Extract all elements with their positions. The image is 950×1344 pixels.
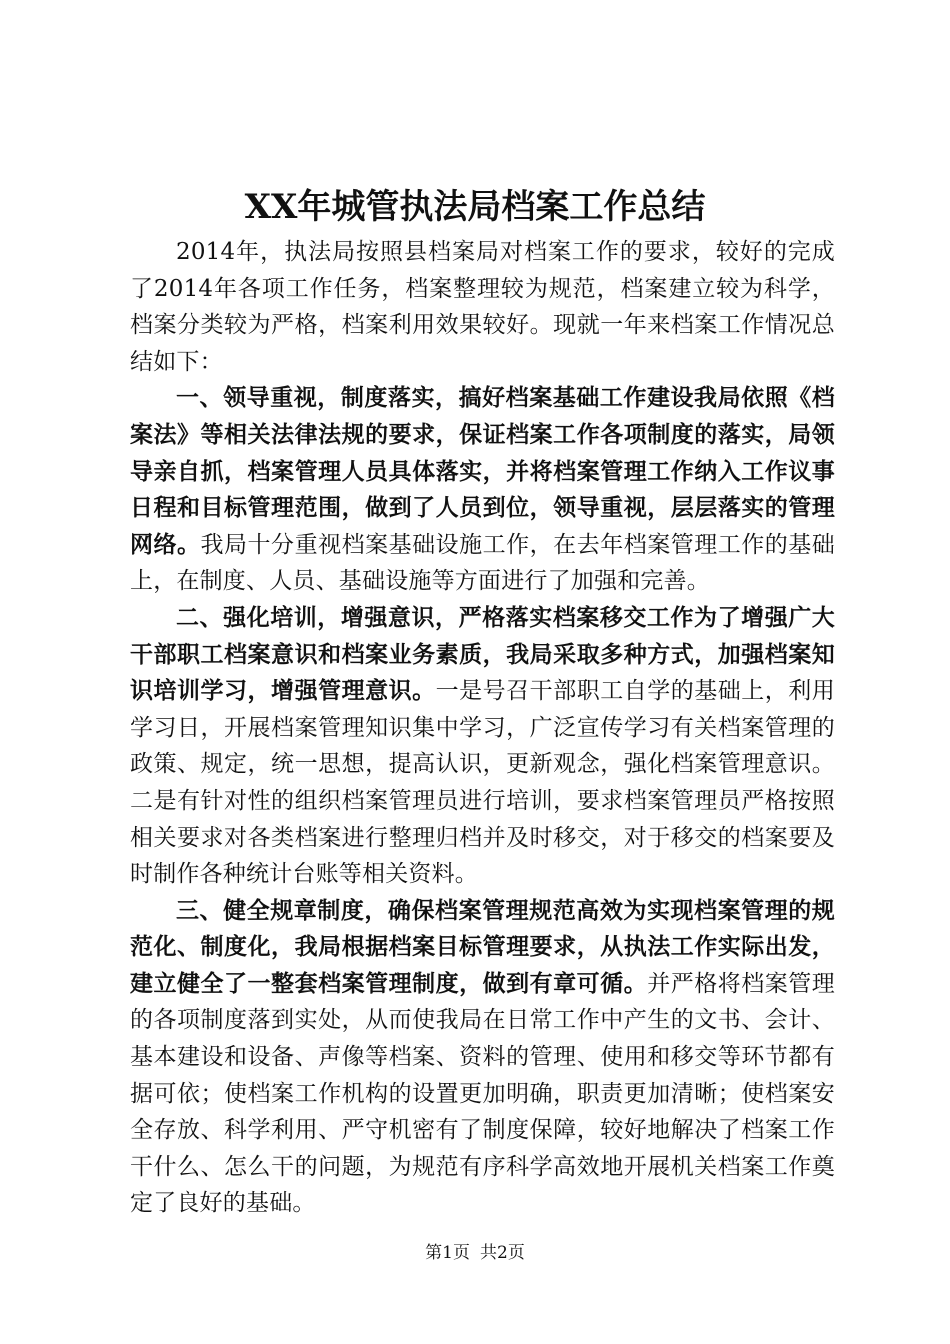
section-3-body: 并严格将档案管理的各项制度落到实处，从而使我局在日常工作中产生的文书、会计、基本建设和设备、声像等档案、资料的管理、使用和移交等环节都有据可依；使档案工作机构的设置更加明确，职责更加清晰；使档案安全存放、科学利用、严守机密有了制度保障，较好地解决了档案工作干什么、怎么干的问题，为规范有序科学高效地开展机关档案工作奠定了良好的基础。 — [130, 970, 835, 1217]
section-1-body: 我局十分重视档案基础设施工作，在去年档案管理工作的基础上，在制度、人员、基础设施等方面进行了加强和完善。 — [130, 531, 835, 595]
section-3-heading: 三、健全规章制度，确保档案管理规范高效为实现档案管理的规范化、制度化，我局根据档案目标管理要求，从执法工作实际出发，建立健全了一整套档案管理制度，做到有章可循。 — [130, 896, 835, 997]
section-2-body: 一是号召干部职工自学的基础上，利用学习日，开展档案管理知识集中学习，广泛宣传学习有关档案管理的政策、规定，统一思想，提高认识，更新观念，强化档案管理意识。二是有针对性的组织档案管理员进行培训，要求档案管理员严格按照相关要求对各类档案进行整理归档并及时移交，对于移交的档案要及时制作各种统计台账等相关资料。 — [130, 678, 835, 888]
section-3-paragraph — [130, 893, 835, 1222]
page-footer — [0, 1241, 950, 1265]
section-2-heading: 二、强化培训，增强意识，严格落实档案移交工作为了增强广大干部职工档案意识和档案业务素质，我局采取多种方式，加强档案知识培训学习，增强管理意识。 — [130, 603, 835, 705]
section-1-paragraph — [130, 380, 835, 600]
page-total: 共2页 — [480, 1243, 525, 1263]
page-number: 第1页 — [425, 1243, 470, 1263]
section-2-paragraph — [130, 600, 835, 893]
document-body — [130, 234, 835, 1222]
intro-paragraph: 2014年，执法局按照县档案局对档案工作的要求，较好的完成了2014年各项工作任务，档案整理较为规范，档案建立较为科学，档案分类较为严格，档案利用效果较好。现就一年来档案工作情况总结如下： — [130, 239, 835, 375]
document-title: XX年城管执法局档案工作总结 — [244, 187, 706, 227]
section-1-heading: 一、领导重视，制度落实，搞好档案基础工作建设我局依照《档案法》等相关法律法规的要求，保证档案工作各项制度的落实，局领导亲自抓，档案管理人员具体落实，并将档案管理工作纳入工作议事日程和目标管理范围，做到了人员到位，领导重视，层层落实的管理网络。 — [130, 384, 835, 558]
